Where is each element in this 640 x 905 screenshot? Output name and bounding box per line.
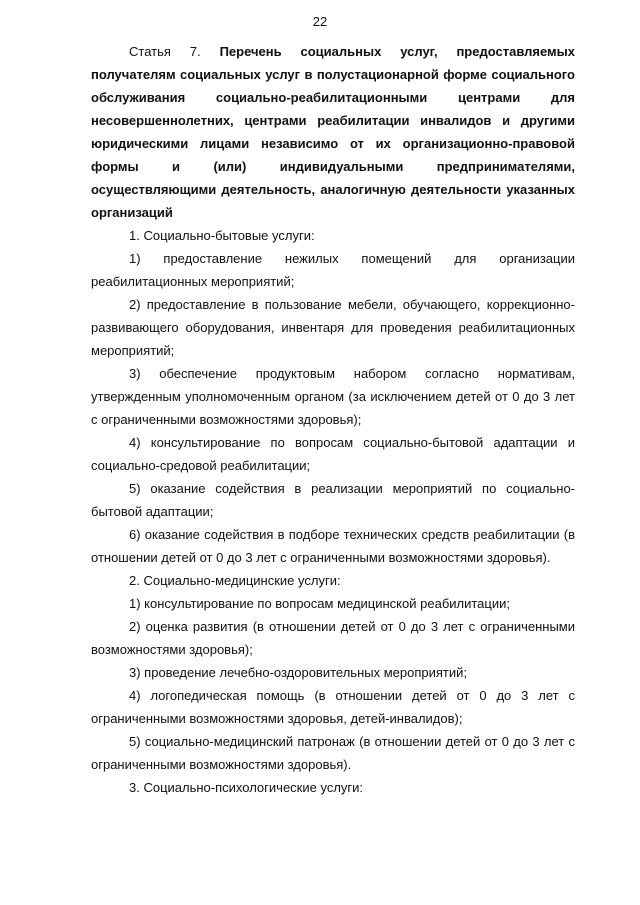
document-body	[91, 40, 575, 799]
list-item: 5) оказание содействия в реализации мероприятий по социально-бытовой адаптации;	[91, 481, 575, 519]
list-item: 3) обеспечение продуктовым набором согласно нормативам, утвержденным уполномоченным органом (за исключением детей от 0 до 3 лет с ограниченными возможностями здоровья);	[91, 366, 575, 427]
section-title-2: 2. Социально-медицинские услуги:	[129, 573, 341, 588]
list-item: 4) консультирование по вопросам социально-бытовой адаптации и социально-средовой реабилитации;	[91, 435, 575, 473]
list-item: 2) предоставление в пользование мебели, обучающего, коррекционно-развивающего оборудования, инвентаря для проведения реабилитационных мероприятий;	[91, 297, 575, 358]
page-number: 22	[312, 14, 328, 29]
article-title: Перечень социальных услуг, предоставляемых получателям социальных услуг в полустационарной форме социального обслуживания социально-реабилитационными центрами для несовершеннолетних, центрами реабилитации инвалидов и другими юридическими лицами независимо от их организационно-правовой формы и (или) индивидуальными предпринимателями, осуществляющими деятельность, аналогичную деятельности указанных организаций	[91, 44, 575, 220]
list-item: 6) оказание содействия в подборе технических средств реабилитации (в отношении детей от 0 до 3 лет с ограниченными возможностями здоровья).	[91, 527, 575, 565]
article-heading	[91, 40, 575, 224]
section-title-3: 3. Социально-психологические услуги:	[129, 780, 364, 795]
list-item: 2) оценка развития (в отношении детей от 0 до 3 лет с ограниченными возможностями здоровья);	[91, 619, 575, 657]
article-label: Статья 7.	[129, 44, 201, 59]
section-title-1: 1. Социально-бытовые услуги:	[129, 228, 315, 243]
list-item: 5) социально-медицинский патронаж (в отношении детей от 0 до 3 лет с ограниченными возможностями здоровья).	[91, 734, 575, 772]
list-item: 1) консультирование по вопросам медицинской реабилитации;	[129, 596, 510, 611]
list-item: 1) предоставление нежилых помещений для организации реабилитационных мероприятий;	[91, 251, 575, 289]
list-item: 3) проведение лечебно-оздоровительных мероприятий;	[129, 665, 467, 680]
list-item: 4) логопедическая помощь (в отношении детей от 0 до 3 лет с ограниченными возможностями здоровья, детей-инвалидов);	[91, 688, 575, 726]
